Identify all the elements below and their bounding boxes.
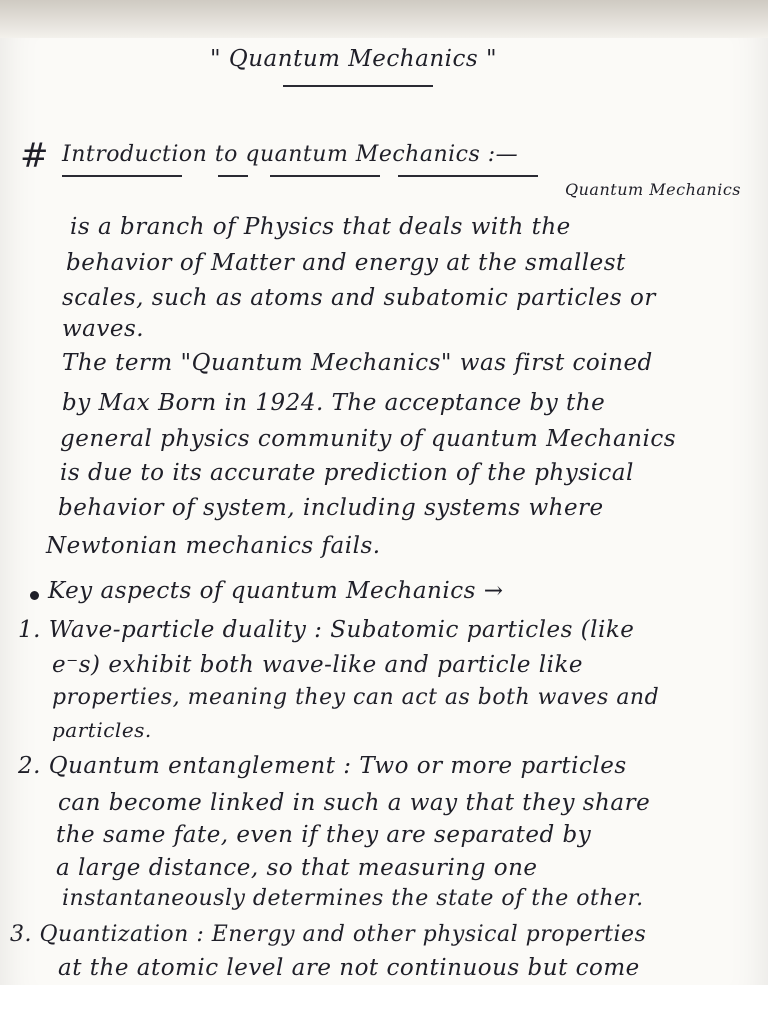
bullet-icon xyxy=(30,591,39,600)
paragraph-line: is due to its accurate prediction of the physical xyxy=(60,460,634,486)
intro-line: behavior of Matter and energy at the smallest xyxy=(66,250,626,276)
aspect-line: particles. xyxy=(52,718,152,742)
heading-underline xyxy=(270,175,380,177)
heading-underline xyxy=(398,175,538,177)
page-top-edge xyxy=(0,0,768,38)
hash-marker-icon: # xyxy=(20,136,49,176)
aspect-line: the same fate, even if they are separated by xyxy=(56,822,592,848)
paragraph-line: behavior of system, including systems where xyxy=(58,495,604,521)
page-title: " Quantum Mechanics " xyxy=(210,46,498,72)
paragraph-line: The term "Quantum Mechanics" was first coined xyxy=(62,350,653,376)
aspect-line: a large distance, so that measuring one xyxy=(56,855,538,881)
aspect-line: 3. Quantization : Energy and other physical properties xyxy=(10,922,647,947)
aspect-line: 2. Quantum entanglement : Two or more particles xyxy=(18,753,627,779)
aspect-line: instantaneously determines the state of the other. xyxy=(62,886,644,911)
intro-line: scales, such as atoms and subatomic particles or xyxy=(62,285,656,311)
aspect-line: properties, meaning they can act as both waves and xyxy=(52,685,660,710)
aspect-line: at the atomic level are not continuous but come xyxy=(58,955,640,981)
intro-line: Quantum Mechanics xyxy=(565,180,742,199)
paragraph-line: general physics community of quantum Mechanics xyxy=(60,426,677,452)
heading-underline xyxy=(62,175,182,177)
aspect-line: e⁻s) exhibit both wave-like and particle like xyxy=(52,652,584,678)
paragraph-line: Newtonian mechanics fails. xyxy=(46,533,381,559)
aspect-line: 1. Wave-particle duality : Subatomic particles (like xyxy=(18,617,635,643)
aspect-line: can become linked in such a way that they share xyxy=(58,790,651,816)
key-aspects-heading: Key aspects of quantum Mechanics → xyxy=(48,578,504,604)
heading-underline xyxy=(218,175,248,177)
page-bottom-margin xyxy=(0,985,768,1024)
paragraph-line: by Max Born in 1924. The acceptance by the xyxy=(62,390,606,416)
intro-line: is a branch of Physics that deals with the xyxy=(70,214,571,240)
intro-line: waves. xyxy=(62,316,145,342)
title-underline xyxy=(283,85,433,87)
section-heading: Introduction to quantum Mechanics :— xyxy=(62,142,519,167)
